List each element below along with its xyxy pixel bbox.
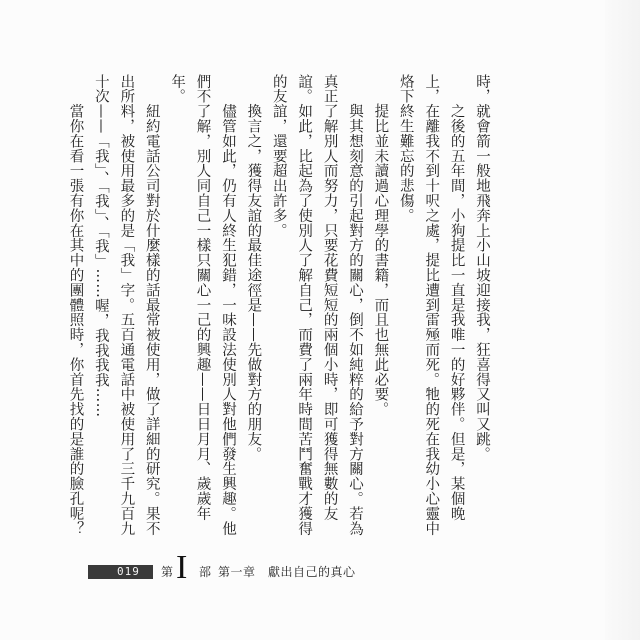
part-numeral: I [176, 549, 188, 586]
paragraph: 當你在看一張有你在其中的團體照時，你首先找的是誰的臉孔呢？ [67, 74, 84, 536]
paragraph: 換言之，獲得友誼的最佳途徑是——先做對方的朋友。 [245, 74, 262, 462]
page-number: 019 [117, 565, 140, 578]
paragraph: 紐約電話公司對於什麼樣的話最常被使用，做了詳細的研究。果不出所料，被使用最多的是「我」字。五百通電話中被使用了三千九百九十次——「我」、「我」、「我」……喔，我我我我…… [92, 74, 160, 536]
paragraph: 與其想刻意的引起對方的關心，倒不如純粹的給予對方關心。若為真正了解別人而努力，只要花費短短的兩個小時，即可獲得無數的友誼。如此，比起為了使別人了解自己，而費了兩年時間苦鬥奮戰才獲得的友誼，還要超出許多。 [270, 74, 363, 536]
paragraph: 提比並未讀過心理學的書籍，而且也無此必要。 [372, 74, 389, 417]
part-prefix: 第 [161, 565, 174, 579]
paragraph: 之後的五年間，小狗提比一直是我唯一的好夥伴。但是，某個晚上，在離我不到十呎之處，提比遭到雷殛而死。牠的死在我幼小心靈中烙下終生難忘的悲傷。 [397, 74, 465, 536]
body-text [62, 74, 494, 544]
page-edge [605, 0, 640, 640]
paragraph: 時，就會箭一般地飛奔上小山坡迎接我，狂喜得又叫又跳。 [474, 74, 490, 462]
paragraph: 儘管如此，仍有人終生犯錯，一味設法使別人對他們發生興趣。他們不了解，別人同自己一樣只關心一己的興趣——日日月月、歲歲年年。 [169, 74, 236, 536]
chapter-title: 第一章 獻出自己的真心 [218, 565, 356, 579]
part-suffix: 部 [199, 565, 212, 579]
